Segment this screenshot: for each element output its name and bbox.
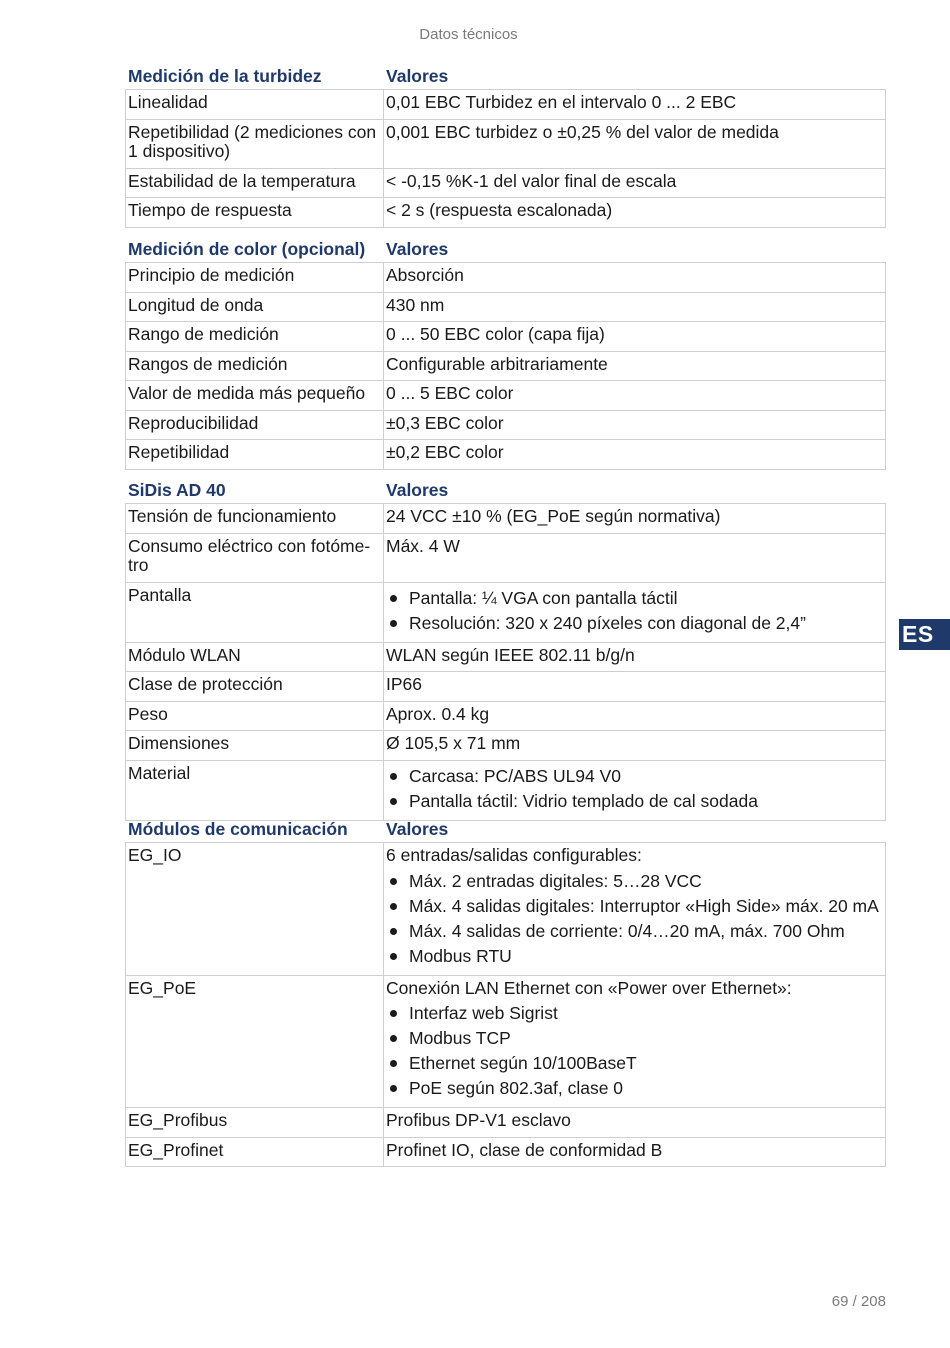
page-header: Datos técnicos — [419, 26, 518, 43]
parameter-cell: EG_PoE — [126, 975, 384, 1108]
bullet-item: Interfaz web Sigrist — [386, 1001, 882, 1026]
value-text: Configurable arbitrariamente — [386, 353, 608, 374]
table-row — [126, 198, 886, 228]
table-row — [126, 701, 886, 731]
table-row — [126, 504, 886, 534]
value-text: 6 entradas/salidas configurables: — [386, 845, 642, 865]
table-row — [126, 1108, 886, 1138]
value-text: ±0,3 EBC color — [386, 412, 504, 433]
values-column-header: Valores — [386, 66, 449, 86]
bullet-item: PoE según 802.3af, clase 0 — [386, 1076, 882, 1101]
bullet-item: Modbus RTU — [386, 944, 882, 969]
value-cell — [384, 292, 886, 322]
value-cell — [384, 198, 886, 228]
bullet-item: Máx. 4 salidas digitales: Interruptor «High Side» máx. 20 mA — [386, 894, 882, 919]
section-sidis — [125, 479, 886, 821]
values-column-header: Valores — [386, 819, 449, 839]
table-row — [126, 410, 886, 440]
table-row — [126, 381, 886, 411]
parameter-cell: Longitud de onda — [126, 292, 384, 322]
value-cell — [384, 440, 886, 470]
bullet-item: Modbus TCP — [386, 1026, 882, 1051]
value-cell — [384, 642, 886, 672]
table-row — [126, 642, 886, 672]
bullet-item: Máx. 4 salidas de corriente: 0/4…20 mA, máx. 700 Ohm — [386, 919, 882, 944]
value-cell — [384, 168, 886, 198]
parameter-cell: Tiempo de respuesta — [126, 198, 384, 228]
parameter-cell: Peso — [126, 701, 384, 731]
bullet-list — [386, 1001, 882, 1101]
section-header — [125, 65, 886, 89]
parameter-cell: Material — [126, 760, 384, 820]
value-cell — [384, 731, 886, 761]
parameter-cell: Rangos de medición — [126, 351, 384, 381]
value-cell — [384, 975, 886, 1108]
value-text: IP66 — [386, 674, 422, 694]
table-row — [126, 582, 886, 642]
table-row — [126, 119, 886, 168]
table-row — [126, 90, 886, 120]
value-text: 0 ... 5 EBC color — [386, 383, 514, 403]
table-row — [126, 760, 886, 820]
bullet-item: Ethernet según 10/100BaseT — [386, 1051, 882, 1076]
value-text: 0,001 EBC turbidez o ±0,25 % del valor de medida — [386, 121, 779, 142]
bullet-list — [386, 869, 882, 969]
value-text: < 2 s (respuesta escalonada) — [386, 200, 613, 220]
parameter-cell: Principio de medición — [126, 263, 384, 293]
table-row — [126, 322, 886, 352]
parameter-cell: Dimensiones — [126, 731, 384, 761]
value-text: WLAN según IEEE 802.11 b/g/n — [386, 644, 635, 665]
value-cell — [384, 90, 886, 120]
value-text: 430 nm — [386, 294, 445, 315]
bullet-list — [386, 764, 882, 814]
parameter-cell: Pantalla — [126, 582, 384, 642]
value-cell — [384, 582, 886, 642]
table-row — [126, 263, 886, 293]
section-color — [125, 238, 886, 470]
parameter-cell: Tensión de funcionamiento — [126, 504, 384, 534]
section-turbidity — [125, 65, 886, 228]
parameter-cell: Consumo eléctrico con fotóme-tro — [126, 533, 384, 582]
section-title: Medición de la turbidez — [128, 66, 322, 86]
value-cell — [384, 533, 886, 582]
bullet-item: Máx. 2 entradas digitales: 5…28 VCC — [386, 869, 882, 894]
section-title: Módulos de comunicación — [128, 819, 348, 839]
value-text: 0 ... 50 EBC color (capa fija) — [386, 324, 605, 344]
section-communication — [125, 818, 886, 1167]
value-text: Conexión LAN Ethernet con «Power over Ethernet»: — [386, 977, 792, 998]
table-row — [126, 731, 886, 761]
parameter-cell: Repetibilidad (2 mediciones con 1 dispositivo) — [126, 119, 384, 168]
bullet-item: Pantalla: ¼ VGA con pantalla táctil — [386, 586, 882, 611]
bullet-list — [386, 586, 882, 636]
value-cell — [384, 1137, 886, 1167]
value-text: Ø 105,5 x 71 mm — [386, 733, 521, 753]
section-header — [125, 818, 886, 842]
value-cell — [384, 351, 886, 381]
parameter-cell: Estabilidad de la temperatura — [126, 168, 384, 198]
value-cell — [384, 381, 886, 411]
table-row — [126, 440, 886, 470]
spec-table — [125, 842, 886, 1167]
parameter-cell: EG_IO — [126, 843, 384, 976]
value-text: Profibus DP-V1 esclavo — [386, 1110, 571, 1130]
values-column-header: Valores — [386, 239, 449, 259]
value-text: Profinet IO, clase de conformidad B — [386, 1139, 663, 1160]
spec-table — [125, 262, 886, 470]
page-number: 69 / 208 — [831, 1293, 886, 1310]
value-text: 24 VCC ±10 % (EG_PoE según normativa) — [386, 506, 721, 526]
value-text: Aprox. 0.4 kg — [386, 703, 490, 724]
value-cell — [384, 322, 886, 352]
value-cell — [384, 263, 886, 293]
table-row — [126, 1137, 886, 1167]
spec-table — [125, 89, 886, 228]
table-row — [126, 975, 886, 1108]
value-cell — [384, 701, 886, 731]
value-text: 0,01 EBC Turbidez en el intervalo 0 ... 2 EBC — [386, 92, 737, 112]
parameter-cell: Linealidad — [126, 90, 384, 120]
table-row — [126, 533, 886, 582]
section-title: Medición de color (opcional) — [128, 239, 366, 259]
parameter-cell: Reproducibilidad — [126, 410, 384, 440]
table-row — [126, 292, 886, 322]
value-text: < -0,15 %K-1 del valor final de escala — [386, 170, 677, 191]
parameter-cell: Rango de medición — [126, 322, 384, 352]
value-cell — [384, 843, 886, 976]
value-cell — [384, 410, 886, 440]
bullet-item: Pantalla táctil: Vidrio templado de cal sodada — [386, 789, 882, 814]
parameter-cell: Valor de medida más pequeño — [126, 381, 384, 411]
section-title: SiDis AD 40 — [128, 480, 226, 500]
table-row — [126, 672, 886, 702]
bullet-item: Resolución: 320 x 240 píxeles con diagonal de 2,4” — [386, 611, 882, 636]
value-text: Absorción — [386, 265, 464, 285]
parameter-cell: Repetibilidad — [126, 440, 384, 470]
section-header — [125, 479, 886, 503]
table-row — [126, 843, 886, 976]
parameter-cell: EG_Profibus — [126, 1108, 384, 1138]
values-column-header: Valores — [386, 480, 449, 500]
value-cell — [384, 672, 886, 702]
value-cell — [384, 119, 886, 168]
value-cell — [384, 1108, 886, 1138]
parameter-cell: EG_Profinet — [126, 1137, 384, 1167]
value-cell — [384, 760, 886, 820]
table-row — [126, 168, 886, 198]
value-text: Máx. 4 W — [386, 535, 460, 556]
value-text: ±0,2 EBC color — [386, 442, 504, 462]
value-cell — [384, 504, 886, 534]
spec-table — [125, 503, 886, 821]
bullet-item: Carcasa: PC/ABS UL94 V0 — [386, 764, 882, 789]
section-header — [125, 238, 886, 262]
parameter-cell: Módulo WLAN — [126, 642, 384, 672]
language-tab-es[interactable]: ES — [899, 619, 950, 650]
parameter-cell: Clase de protección — [126, 672, 384, 702]
table-row — [126, 351, 886, 381]
